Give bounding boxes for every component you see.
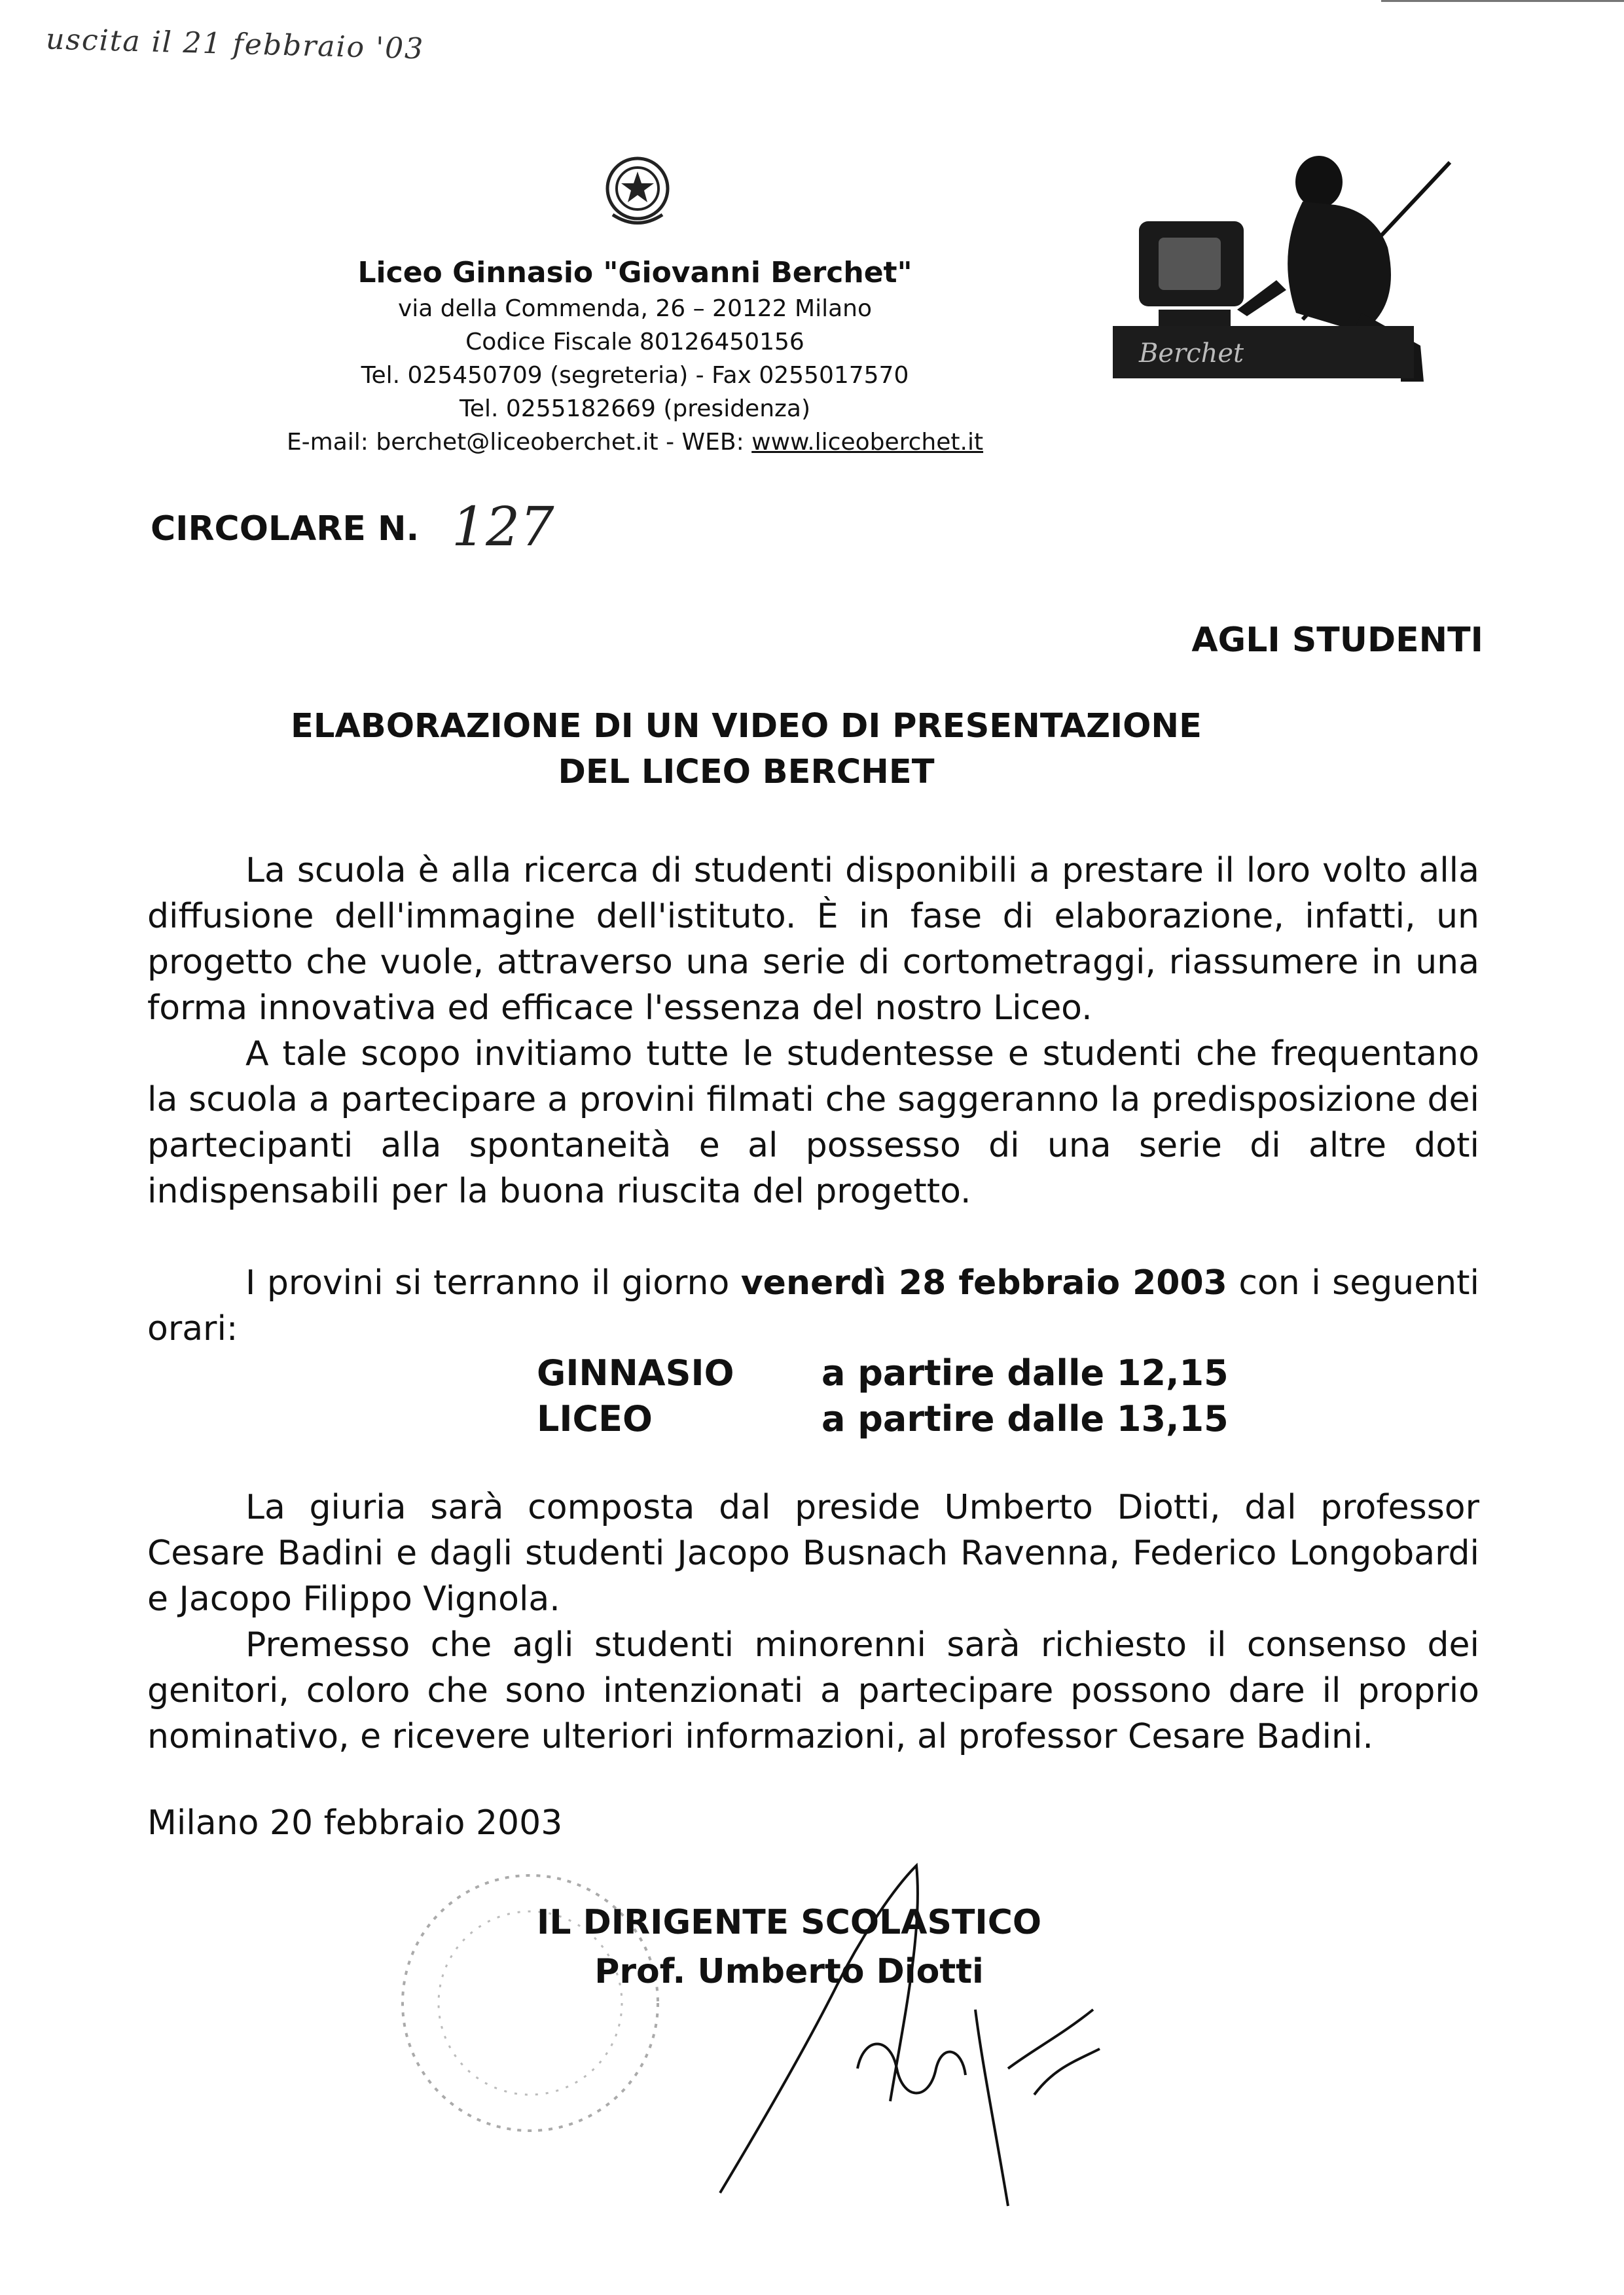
signatory-role: IL DIRIGENTE SCOLASTICO — [537, 1903, 1042, 1942]
paragraph-3 — [147, 1260, 1479, 1352]
logo-signature-text: Berchet — [1139, 338, 1244, 369]
phone-presidenza: Tel. 0255182669 (presidenza) — [459, 395, 811, 422]
handwritten-date-note: uscita il 21 febbraio '03 — [45, 22, 425, 66]
school-logo-warrior-computer — [1113, 149, 1453, 411]
school-address: via della Commenda, 26 – 20122 Milano — [397, 295, 872, 322]
handwritten-signature — [641, 1852, 1113, 2219]
title-line-1: ELABORAZIONE DI UN VIDEO DI PRESENTAZIONE — [291, 707, 1202, 746]
email-text: E-mail: berchet@liceoberchet.it - WEB: — [286, 429, 752, 456]
paragraph-4 — [147, 1485, 1479, 1622]
signatory-name: Prof. Umberto Diotti — [594, 1952, 984, 1991]
paragraph-3-before: I provini si terranno il giorno — [245, 1263, 741, 1303]
schedule-label-liceo: LICEO — [537, 1398, 653, 1439]
place-and-date: Milano 20 febbraio 2003 — [147, 1803, 563, 1843]
paragraph-2 — [147, 1031, 1479, 1214]
website-link[interactable]: www.liceoberchet.it — [751, 429, 984, 456]
schedule-time-liceo: a partire dalle 13,15 — [821, 1398, 1229, 1439]
phone-fax: Tel. 025450709 (segreteria) - Fax 0255017570 — [361, 362, 909, 389]
circolare-number: 127 — [452, 496, 554, 558]
paragraph-5-text: Premesso che agli studenti minorenni sarà richiesto il consenso dei genitori, coloro che sono intenzionati a partecipare possono dare il proprio nominativo, e ricevere ulteriori informazioni, al professor Cesare Badini. — [147, 1625, 1479, 1756]
school-name: Liceo Ginnasio "Giovanni Berchet" — [357, 256, 912, 289]
paragraph-4-text: La giuria sarà composta dal preside Umberto Diotti, dal professor Cesare Badini e dagli studenti Jacopo Busnach Ravenna, Federico Longobardi e Jacopo Filippo Vignola. — [147, 1488, 1479, 1619]
paragraph-1-text: La scuola è alla ricerca di studenti disponibili a prestare il loro volto alla diffusione dell'immagine dell'istituto. È in fase di elaborazione, infatti, un progetto che vuole, attraverso una serie di cortometraggi, riassumere in una forma innovativa ed efficace l'essenza del nostro Liceo. — [147, 851, 1479, 1028]
schedule-label-ginnasio: GINNASIO — [537, 1352, 734, 1394]
title-line-2: DEL LICEO BERCHET — [558, 753, 935, 791]
document-title — [131, 704, 1362, 795]
audition-date: venerdì 28 febbraio 2003 — [740, 1263, 1227, 1303]
paragraph-2-text: A tale scopo invitiamo tutte le studentesse e studenti che frequentano la scuola a partecipare a provini filmati che saggeranno la predisposizione dei partecipanti alla spontaneità e al possesso di una serie di altre doti indispensabili per la buona riuscita del progetto. — [147, 1034, 1479, 1211]
letterhead — [236, 254, 1034, 459]
paragraph-3-after: con i seguenti orari: — [147, 1263, 1480, 1348]
paragraph-1 — [147, 848, 1479, 1031]
schedule-time-ginnasio: a partire dalle 12,15 — [821, 1352, 1229, 1394]
circolare-label: CIRCOLARE N. — [151, 509, 420, 549]
addressee: AGLI STUDENTI — [1191, 621, 1483, 660]
top-edge-line — [1381, 0, 1624, 2]
republic-emblem-icon — [601, 149, 674, 233]
email-web-line — [236, 425, 1034, 459]
fiscal-code: Codice Fiscale 80126450156 — [465, 329, 804, 355]
paragraph-5 — [147, 1622, 1479, 1760]
